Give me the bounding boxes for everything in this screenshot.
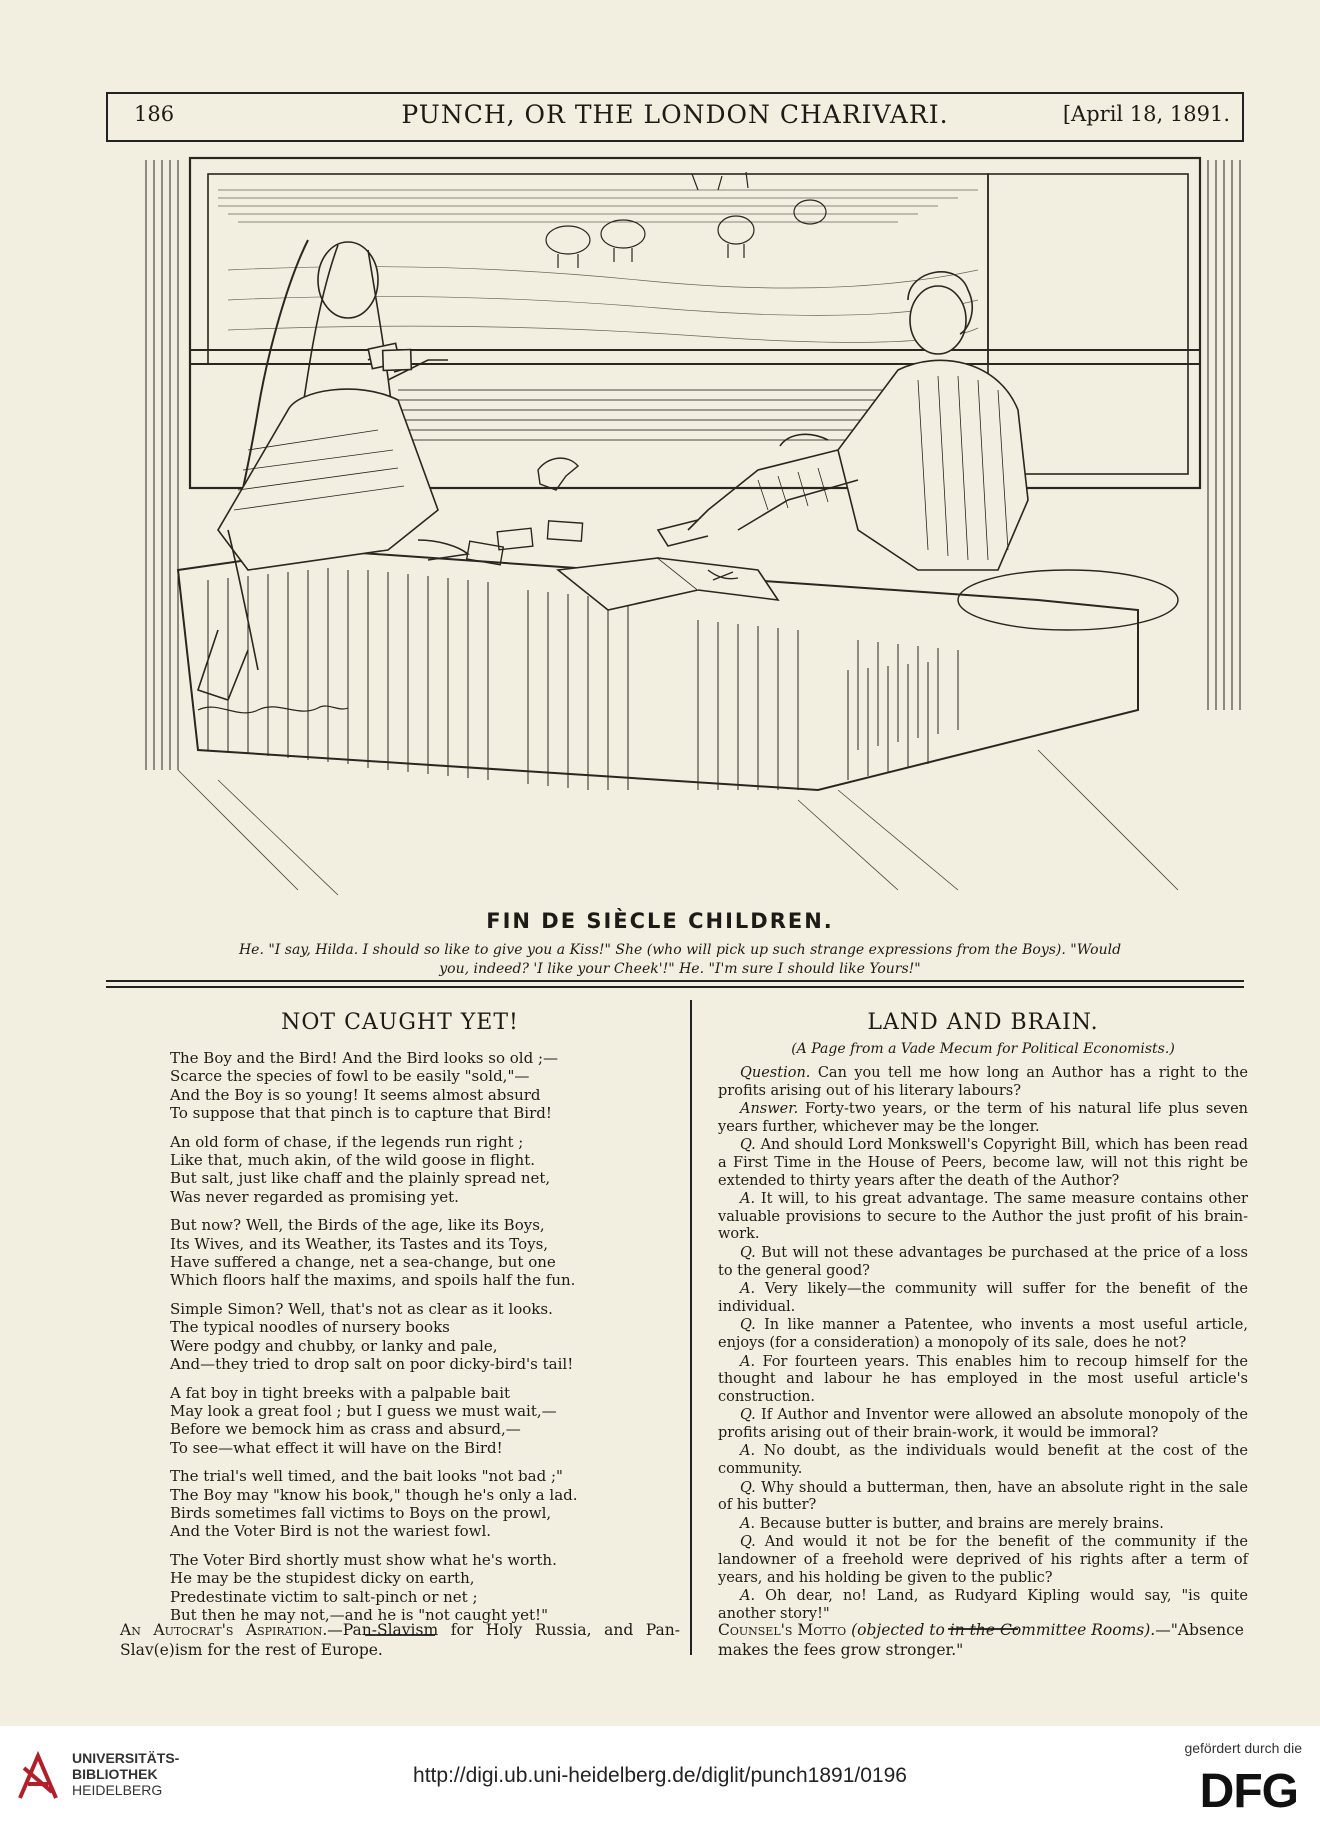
header-rule — [106, 140, 1244, 142]
verse-line: Were podgy and chubby, or lanky and pale, — [170, 1336, 498, 1355]
sponsor-note: gefördert durch die — [1184, 1740, 1302, 1756]
verse-line: The trial's well timed, and the bait looks "not bad ;" — [170, 1467, 563, 1486]
caption-line-2: you, indeed? 'I like your Cheek'!" He. "I'm sure I should like Yours!" — [439, 961, 921, 977]
qa-paragraph: A. Because butter is butter, and brains are merely brains. — [740, 1515, 1164, 1532]
stanza-1 — [170, 1049, 680, 1123]
verse-line: And—they tried to drop salt on poor dicky-bird's tail! — [170, 1355, 574, 1374]
dfg-logo[interactable]: DFG — [1199, 1765, 1298, 1818]
qa-subtitle: (A Page from a Vade Mecum for Political Economists.) — [791, 1041, 1175, 1057]
cartoon-caption — [130, 941, 1230, 979]
permalink-url[interactable]: http://digi.ub.uni-heidelberg.de/diglit/punch1891/0196 — [413, 1764, 907, 1787]
verse-line: But now? Well, the Birds of the age, like its Boys, — [170, 1216, 545, 1235]
poem-body — [170, 1049, 680, 1624]
autocrat-paragraph — [120, 1620, 680, 1660]
verse-line: But then he may not,—and he is "not caught yet!" — [170, 1605, 548, 1624]
qa-paragraph: Answer. Forty-two years, or the term of his natural life plus seven years further, whichever may be the longer. — [718, 1101, 1248, 1135]
counsel-text: —"Absence makes the fees grow stronger." — [718, 1621, 1244, 1659]
caption-rule-b — [106, 986, 1244, 988]
verse-line: To suppose that that pinch is to capture that Bird! — [170, 1104, 552, 1123]
verse-line: But salt, just like chaff and the plainly spread net, — [170, 1169, 551, 1188]
verse-line: Simple Simon? Well, that's not as clear as it looks. — [170, 1299, 553, 1318]
counsel-paragraph — [718, 1620, 1248, 1660]
verse-line: And the Boy is so young! It seems almost absurd — [170, 1085, 541, 1104]
stanza-4 — [170, 1300, 680, 1374]
qa-paragraph: A. Oh dear, no! Land, as Rudyard Kipling would say, "is quite another story!" — [718, 1588, 1248, 1622]
caption-line-1: He. "I say, Hilda. I should so like to give you a Kiss!" She (who will pick up such strange expressions from the Boys). "Would — [238, 942, 1122, 958]
qa-paragraph: Q. And would it not be for the benefit of the community if the landowner of a freehold were deprived of his rights after a term of years, and his holding be given to the public? — [718, 1534, 1248, 1586]
qa-paragraph: A. Very likely—the community will suffer for the benefit of the individual. — [718, 1281, 1248, 1315]
verse-line: He may be the stupidest dicky on earth, — [170, 1569, 475, 1588]
qa-article — [718, 1010, 1248, 1639]
cartoon-title: FIN DE SIÈCLE CHILDREN. — [486, 909, 834, 933]
counsel-aside: (objected to in the Committee Rooms). — [851, 1621, 1156, 1639]
verse-line: The Boy may "know his book," though he's only a lad. — [170, 1485, 578, 1504]
page-header — [110, 98, 1240, 138]
autocrat-head: An Autocrat's Aspiration. — [120, 1621, 328, 1639]
poem-title: NOT CAUGHT YET! — [281, 1010, 519, 1035]
qa-paragraph: Q. Why should a butterman, then, have an absolute right in the sale of his butter? — [718, 1479, 1248, 1514]
top-rule — [106, 92, 1244, 94]
verse-line: To see—what effect it will have on the Bird! — [170, 1438, 503, 1457]
qa-paragraph: A. For fourteen years. This enables him to recoup himself for the thought and labour he has employed in the most useful article's construction. — [718, 1353, 1248, 1405]
qa-paragraph: A. It will, to his great advantage. The same measure contains other valuable provisions to secure to the Author the just profit of his brain-work. — [718, 1191, 1248, 1243]
frame-left — [106, 92, 108, 140]
counsel-head: Counsel's Motto — [718, 1621, 847, 1639]
verse-line: The Boy and the Bird! And the Bird looks so old ;— — [170, 1049, 559, 1067]
stanza-7 — [170, 1551, 680, 1625]
qa-body — [718, 1065, 1248, 1623]
poem-article — [120, 1010, 680, 1645]
caption-rule-a — [106, 980, 1244, 982]
masthead: PUNCH, OR THE LONDON CHARIVARI. — [401, 100, 949, 129]
qa-paragraph: Q. If Author and Inventor were allowed an absolute monopoly of the profits arising out of their brain-work, it would be immoral? — [718, 1407, 1248, 1441]
verse-line: Its Wives, and its Weather, its Tastes and its Toys, — [170, 1234, 549, 1253]
issue-date: [April 18, 1891. — [1062, 102, 1230, 126]
verse-line: An old form of chase, if the legends run right ; — [170, 1132, 524, 1151]
verse-line: Like that, much akin, of the wild goose in flight. — [170, 1151, 536, 1170]
verse-line: And the Voter Bird is not the wariest fowl. — [170, 1522, 492, 1541]
verse-line: May look a great fool ; but I guess we must wait,— — [170, 1401, 557, 1420]
page-number: 186 — [134, 102, 175, 126]
verse-line: Have suffered a change, net a sea-change, but one — [170, 1253, 556, 1272]
stanza-6 — [170, 1467, 680, 1541]
autocrat-text: —Pan-Slavism for Holy Russia, and Pan-Slav(e)ism for the rest of Europe. — [120, 1621, 680, 1659]
viewer-footer — [0, 1726, 1320, 1823]
verse-line: Before we bemock him as crass and absurd,— — [170, 1420, 521, 1439]
verse-line: Which floors half the maxims, and spoils half the fun. — [170, 1271, 576, 1290]
university-library-name[interactable]: UNIVERSITÄTS- BIBLIOTHEK HEIDELBERG — [72, 1750, 180, 1798]
verse-line: A fat boy in tight breeks with a palpable bait — [170, 1383, 511, 1402]
qa-paragraph: Q. But will not these advantages be purchased at the price of a loss to the general good? — [718, 1244, 1248, 1279]
verse-line: Predestinate victim to salt-pinch or net ; — [170, 1587, 478, 1606]
stanza-2 — [170, 1133, 680, 1207]
stanza-3 — [170, 1216, 680, 1290]
verse-line: The typical noodles of nursery books — [170, 1318, 450, 1337]
verse-line: Birds sometimes fall victims to Boys on the prowl, — [170, 1503, 552, 1522]
verse-line: The Voter Bird shortly must show what he's worth. — [170, 1550, 557, 1569]
qa-paragraph: Q. And should Lord Monkswell's Copyright Bill, which has been read a First Time in the House of Peers, become law, will not this right be extended to thirty years after the death of the Author? — [718, 1137, 1248, 1189]
qa-paragraph: Question. Can you tell me how long an Author has a right to the profits arising out of his literary labours? — [718, 1065, 1248, 1099]
qa-paragraph: A. No doubt, as the individuals would benefit at the cost of the community. — [718, 1443, 1248, 1478]
qa-paragraph: Q. In like manner a Patentee, who invents a most useful article, enjoys (for a consideration) a monopoly of its sale, does he not? — [718, 1317, 1248, 1351]
verse-line: Scarce the species of fowl to be easily "sold,"— — [170, 1067, 530, 1086]
qa-title: LAND AND BRAIN. — [867, 1010, 1099, 1035]
column-divider — [690, 1000, 692, 1655]
stanza-5 — [170, 1384, 680, 1458]
frame-right — [1242, 92, 1244, 140]
cartoon-illustration — [138, 150, 1248, 900]
verse-line: Was never regarded as promising yet. — [170, 1187, 459, 1206]
